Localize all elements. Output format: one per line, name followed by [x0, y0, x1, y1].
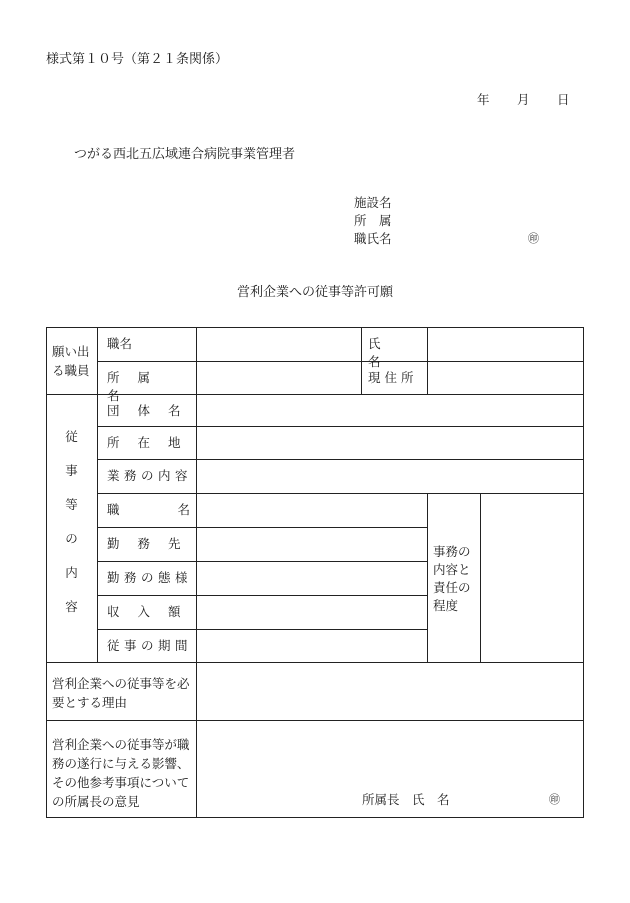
table-rule	[97, 527, 428, 528]
position-label-text: 職名	[107, 336, 133, 351]
engagement-row-workplace: 勤務先	[107, 536, 199, 551]
date-year-label: 年	[477, 92, 490, 107]
engagement-row-business: 業務の内容	[107, 468, 193, 483]
engagement-row-position: 職名	[107, 502, 249, 517]
table-rule	[97, 361, 584, 362]
table-rule	[97, 629, 428, 630]
duty-responsibility-field[interactable]	[482, 495, 582, 661]
engagement-row-work-style: 勤務の態様	[107, 570, 193, 585]
date-month-label: 月	[517, 92, 530, 107]
supervisor-opinion-label: 営利企業への従事等が職務の遂行に与える影響、その他参考事項についての所属長の意見	[52, 737, 190, 809]
addressee: つがる西北五広域連合病院事業管理者	[74, 147, 296, 162]
sender-seal-mark: ㊞	[528, 232, 539, 245]
applicant-section-header: 願い出る職員	[52, 344, 90, 378]
engagement-row-location: 所在地	[107, 435, 199, 450]
position-field[interactable]	[198, 329, 360, 360]
work-style-field[interactable]	[198, 563, 426, 594]
sender-name-label: 職氏名	[354, 231, 392, 246]
engagement-position-field[interactable]	[198, 495, 426, 526]
table-rule	[97, 327, 98, 663]
sender-affiliation-label: 所 属	[354, 213, 392, 228]
table-rule	[427, 493, 428, 663]
location-field[interactable]	[198, 428, 582, 458]
date-day-label: 日	[557, 92, 570, 107]
table-rule	[97, 561, 428, 562]
form-number: 様式第１０号（第２１条関係）	[46, 52, 229, 67]
table-rule	[97, 493, 584, 494]
document-title: 営利企業への従事等許可願	[236, 285, 393, 300]
reason-field[interactable]	[198, 664, 582, 719]
table-rule	[46, 662, 584, 663]
engagement-row-income: 収入額	[107, 604, 199, 619]
position-label	[107, 335, 189, 353]
table-border-bottom	[46, 817, 584, 818]
supervisor-seal-mark: ㊞	[549, 793, 560, 806]
business-content-field[interactable]	[198, 461, 582, 492]
reason-label: 営利企業への従事等を必要とする理由	[52, 676, 190, 710]
department-field[interactable]	[198, 363, 360, 393]
sender-facility-label: 施設名	[354, 195, 392, 210]
table-rule	[361, 327, 362, 395]
table-rule	[46, 720, 584, 721]
organization-field[interactable]	[198, 396, 582, 425]
workplace-field[interactable]	[198, 529, 426, 560]
supervisor-signature-label: 所属長 氏 名	[362, 792, 450, 807]
table-rule	[97, 595, 428, 596]
table-border-right	[583, 327, 584, 818]
income-field[interactable]	[198, 597, 426, 628]
name-label: 氏名	[368, 336, 403, 369]
engagement-section-header: 従事等の内容	[65, 429, 78, 614]
duty-responsibility-label: 事務の内容と責任の程度	[433, 544, 471, 613]
period-field[interactable]	[198, 631, 426, 661]
address-field[interactable]	[429, 363, 582, 393]
table-rule	[196, 327, 197, 818]
department-label: 所属名	[107, 370, 169, 403]
table-border-top	[46, 327, 584, 328]
engagement-row-period: 従事の期間	[107, 638, 193, 653]
table-rule	[427, 327, 428, 395]
table-rule	[480, 493, 481, 663]
table-rule	[97, 459, 584, 460]
table-rule	[97, 426, 584, 427]
name-field[interactable]	[429, 329, 582, 360]
address-label: 現住所	[368, 370, 418, 385]
engagement-row-organization: 団体名	[107, 403, 199, 418]
